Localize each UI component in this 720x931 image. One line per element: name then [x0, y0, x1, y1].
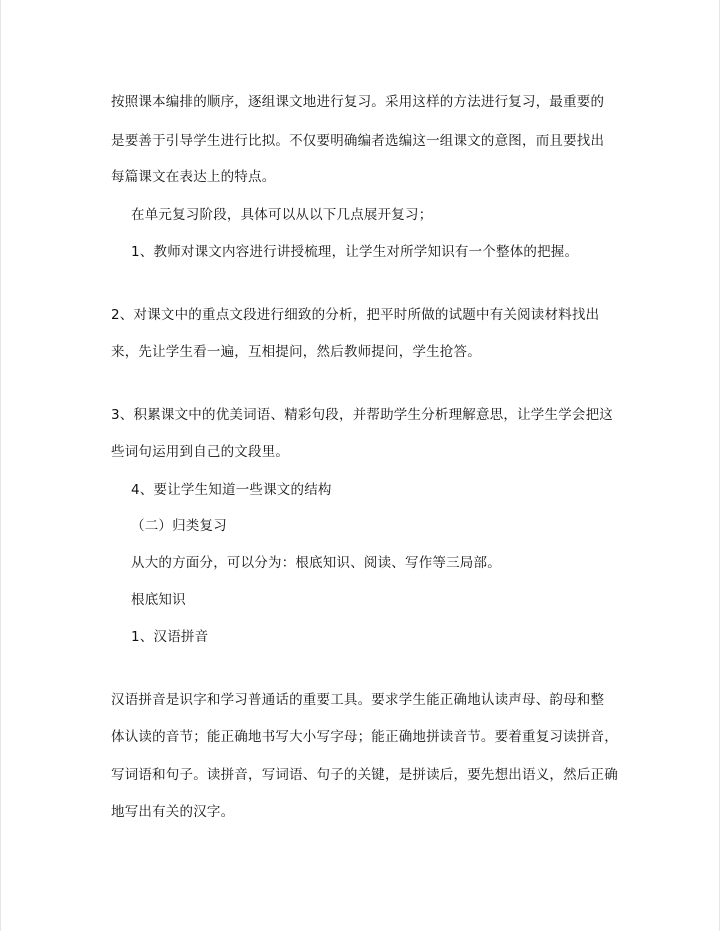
subsection-heading: 1、汉语拼音: [131, 629, 209, 645]
list-item: 3、积累课文中的优美词语、精彩句段，并帮助学生分析理解意思，让学生学会把这: [111, 407, 613, 423]
paragraph-line: 从大的方面分，可以分为：根底知识、阅读、写作等三局部。: [131, 555, 501, 571]
list-item: 4、要让学生知道一些课文的结构: [131, 482, 332, 498]
list-item: 2、对课文中的重点文段进行细致的分析，把平时所做的试题中有关阅读材料找出: [111, 307, 600, 323]
section-heading: （二）归类复习: [131, 518, 227, 534]
paragraph-line: 来，先让学生看一遍，互相提问，然后教师提问，学生抢答。: [111, 344, 481, 360]
paragraph-line: 在单元复习阶段，具体可以从以下几点展开复习；: [131, 207, 433, 223]
subsection-heading: 根底知识: [131, 592, 186, 608]
paragraph-line: 写词语和句子。读拼音，写词语、句子的关键，是拼读后，要先想出语义，然后正确: [111, 767, 618, 783]
paragraph-line: 是要善于引导学生进行比拟。不仅要明确编者选编这一组课文的意图，而且要找出: [111, 133, 605, 149]
paragraph-line: 些词句运用到自己的文段里。: [111, 444, 290, 460]
paragraph-line: 每篇课文在表达上的特点。: [111, 169, 276, 185]
paragraph-line: 汉语拼音是识字和学习普通话的重要工具。要求学生能正确地认读声母、韵母和整: [111, 692, 605, 708]
paragraph-line: 按照课本编排的顺序，逐组课文地进行复习。采用这样的方法进行复习，最重要的: [111, 94, 605, 110]
list-item: 1、教师对课文内容进行讲授梳理，让学生对所学知识有一个整体的把握。: [131, 244, 579, 260]
paragraph-line: 地写出有关的汉字。: [111, 804, 235, 820]
paragraph-line: 体认读的音节；能正确地书写大小写字母；能正确地拼读音节。要着重复习读拼音，: [111, 729, 618, 745]
